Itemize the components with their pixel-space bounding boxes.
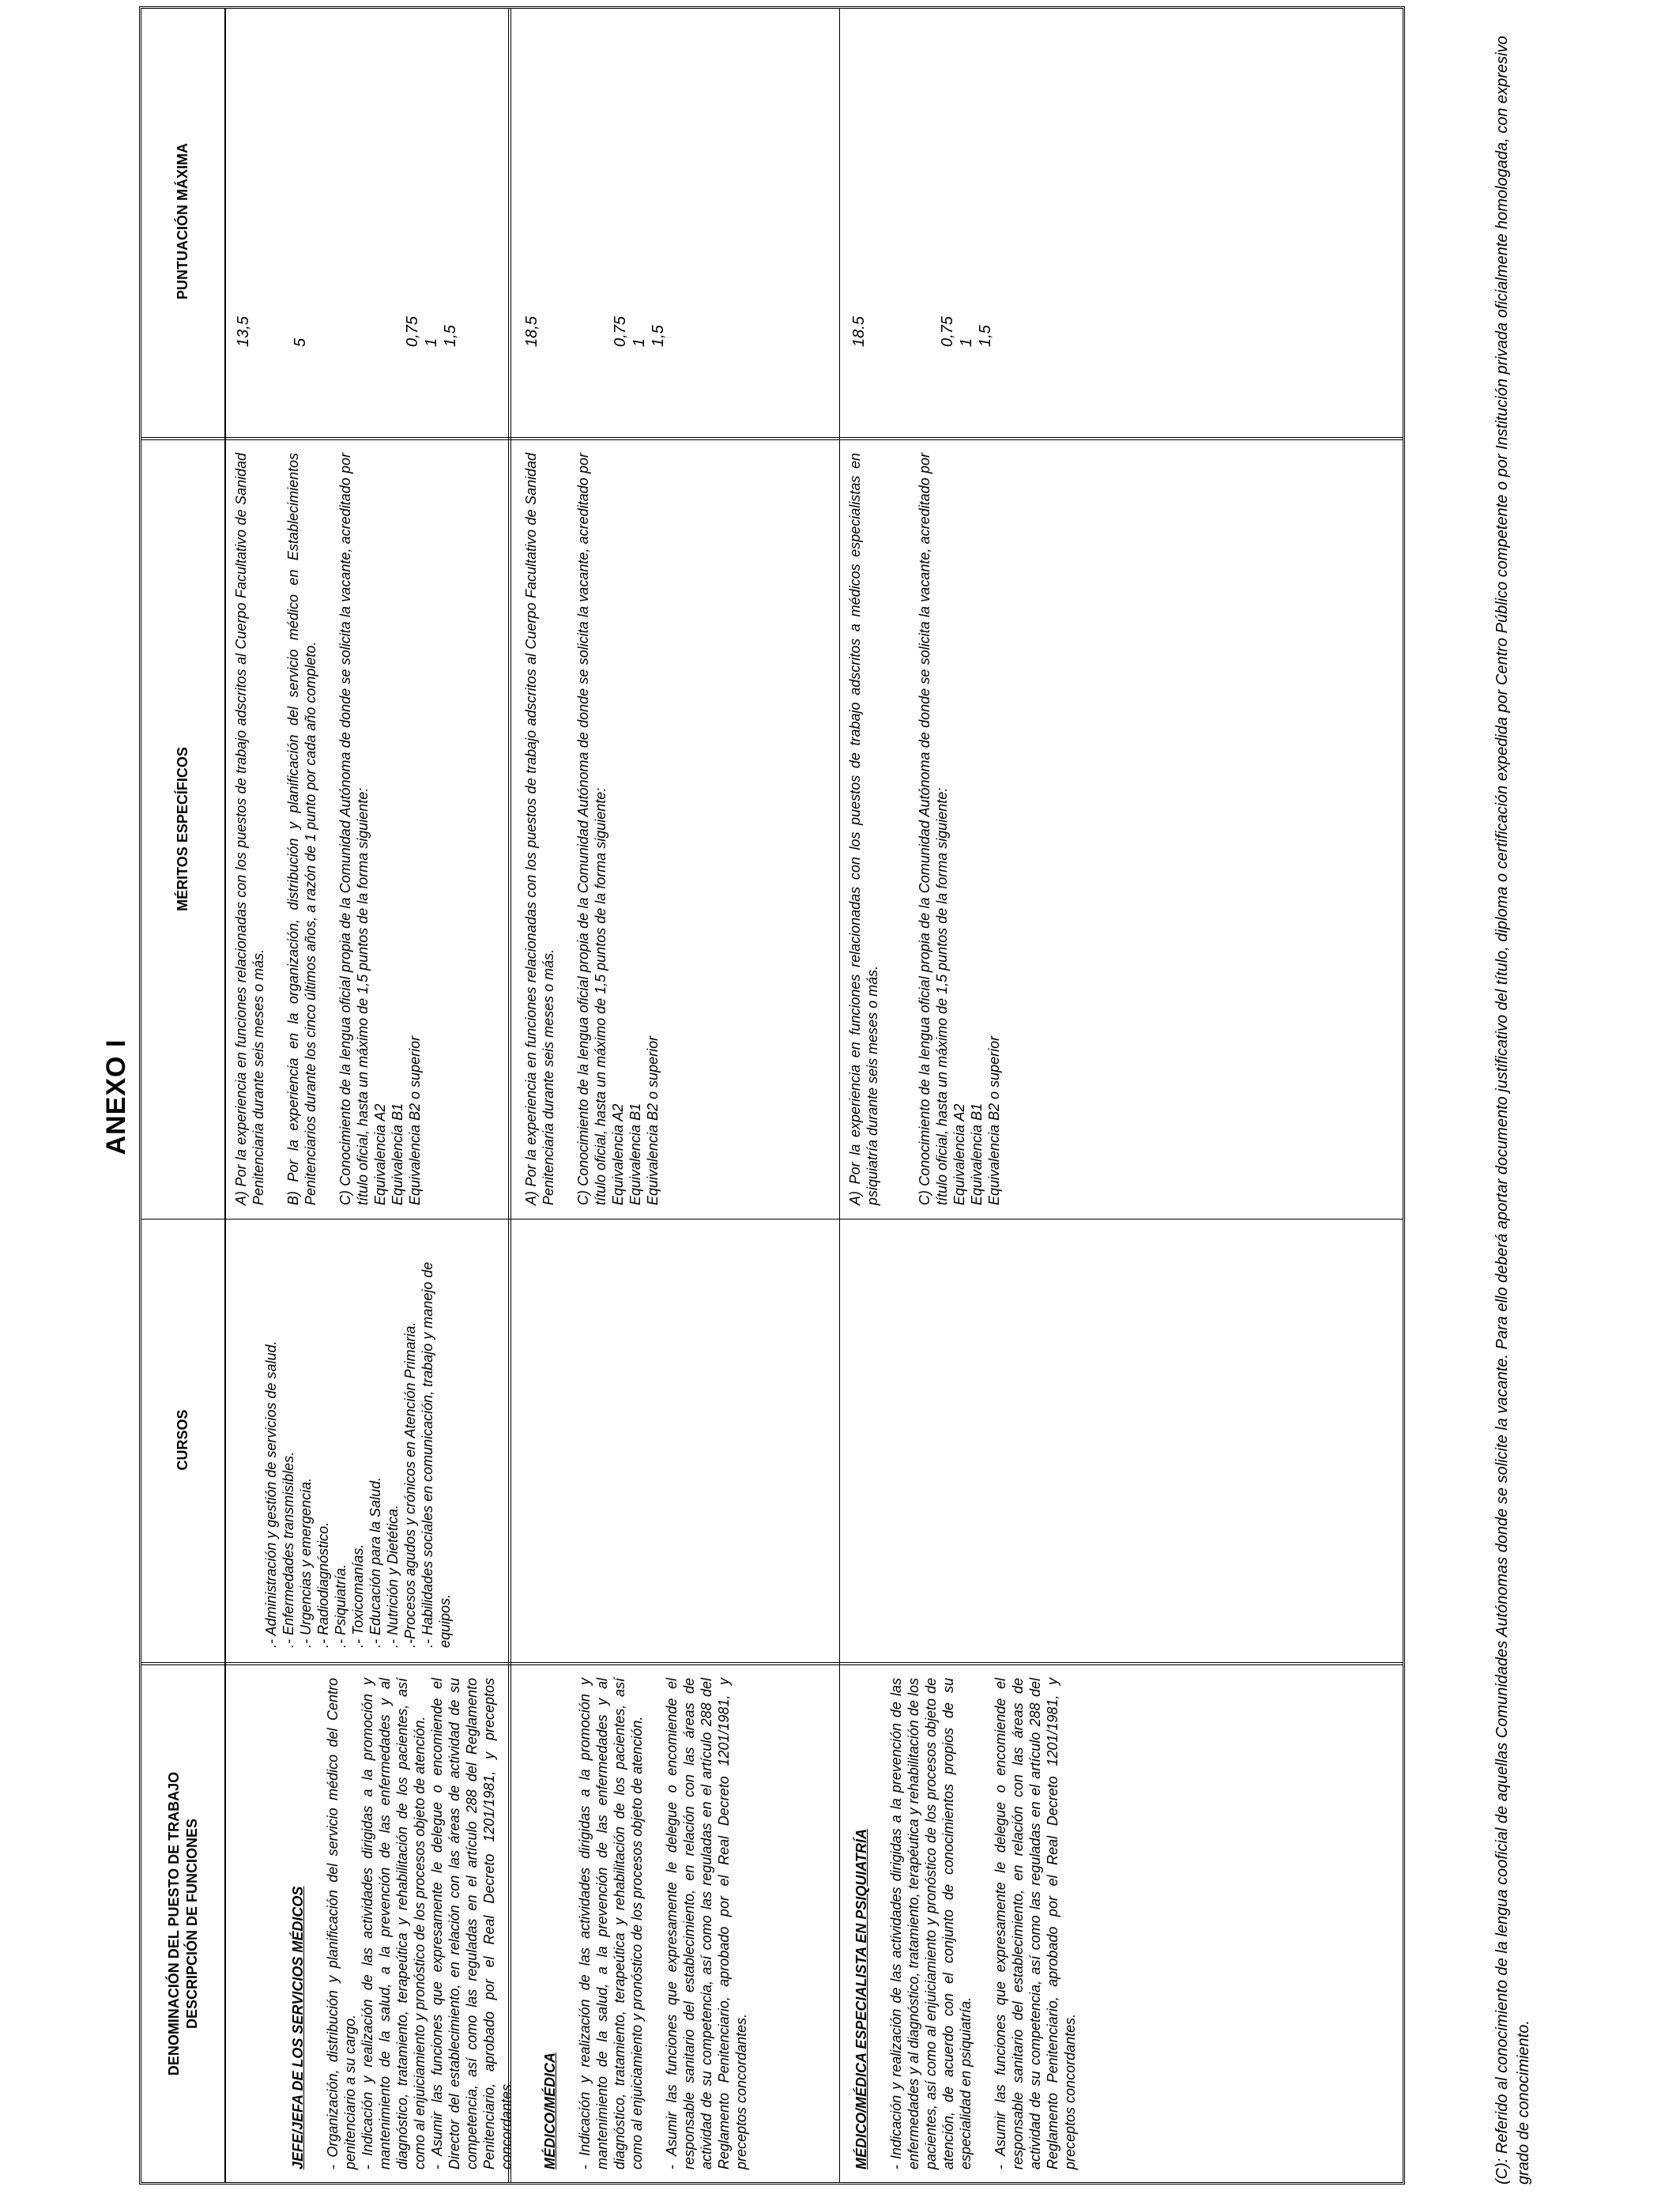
header-merits: MÉRITOS ESPECÍFICOS [175,747,191,911]
function-item: - Asumir las funciones que expresamente le delegue o encomiende el responsable sanitario del establecimiento, en relación con las áreas de actividad de su competencia, así como las reguladas en el artículo 288 del Reglamento Penitenciario, aprobado por el Real Decreto 1201/1981, y preceptos concordantes. [664,1678,749,2169]
function-item: - Indicación y realización de las actividades dirigidas a la promoción y mantenimiento de la salud, a la prevención de las enfermedades y al diagnóstico, tratamiento, terapeútica y rehabilitación de los pacientes, así como al enjuiciamiento y pronóstico de los procesos objeto de atención. [360,1678,428,2169]
score-cell [226,9,469,434]
score-value: 0,75 [404,316,421,347]
course-item: .- Toxicomanías. [350,1544,366,1648]
course-item: .- Psiquiatría. [333,1563,348,1648]
header-post: DENOMINACIÓN DEL PUESTO DE TRABAJO DESCRIPCIÓN DE FUNCIONES [166,1771,200,2076]
function-item: - Asumir las funciones que expresamente le delegue o encomiende el Director del establecimiento, en relación con las áreas de actividad de su competencia, así como las reguladas en el artículo 288 del Reglamento Penitenciario, aprobado por el Real Decreto 1201/1981, y preceptos concordantes. [429,1678,514,2169]
merit-a: A) Por la experiencia en funciones relacionadas con los puestos de trabajo adscritos al Cuerpo Facultativo de Sanidad Penitenciaria durante seis meses o más. [233,453,266,1205]
annex-table [139,6,1405,2185]
score-value: 0,75 [939,316,956,347]
score-value: 0,75 [612,316,629,347]
merit-a: A) Por la experiencia en funciones relacionadas con los puestos de trabajo adscritos a médicos especialistas en psiquiatría durante seis meses o más. [847,453,880,1205]
footnote: (C): Referido al conocimiento de la lengua cooficial de aquellas Comunidades Autónomas donde se solicite la vacante. Para ello deberá aportar documento justificativo del título, diploma o certificación expedida por Centro Público competente o por Institución privada oficialmente homologada, con expresivo grado de conocimiento. [1494,36,1532,2185]
score-cell [840,9,1004,434]
merit-level: Equivalencia A2 [372,1103,388,1205]
score-value: 18.5 [850,316,868,347]
course-item: .-Procesos agudos y crónicos en Atención Primaria. [402,1321,418,1648]
merit-a: A) Por la experiencia en funciones relacionadas con los puestos de trabajo adscritos al Cuerpo Facultativo de Sanidad Penitenciaria durante seis meses o más. [523,453,556,1205]
table-header [141,9,226,2182]
post-title: JEFE/JEFA DE LOS SERVICIOS MÉDICOS [290,1886,306,2169]
courses-cell [226,1220,463,1661]
post-cell [226,1665,525,2182]
merit-c: C) Conocimiento de la lengua oficial propia de la Comunidad Autónoma de donde se solicita la vacante, acreditado por título oficial, hasta un máximo de 1,5 puntos de la forma siguiente: [575,453,608,1205]
score-value: 5 [292,337,309,347]
post-cell [513,1665,759,2182]
course-item: .- Nutrición y Dietética. [385,1504,401,1648]
function-item: - Indicación y realización de las actividades dirigidas a la prevención de las enfermedades y al diagnóstico, tratamiento, terapéutica y rehabilitación de los pacientes, así como al enjuiciamiento y pronóstico de los procesos objeto de atención, de acuerdo con el conjunto de conocimientos propios de su especialidad en psiquiatría. [888,1678,974,2169]
courses-cell [840,1220,859,1661]
merits-cell [840,440,1012,1218]
merit-level: Equivalencia B2 o superior [986,1035,1002,1205]
merit-level: Equivalencia A2 [610,1103,626,1205]
score-value: 13,5 [235,316,252,347]
document-title: ANEXO I [101,1039,131,1155]
course-item: .- Urgencias y emergencia. [298,1477,314,1648]
course-item: .- Habilidades sociales en comunicación, trabajo y manejo de equipos. [420,1261,453,1648]
table-row [513,9,839,2182]
merit-level: Equivalencia B2 o superior [407,1035,423,1205]
score-cell [513,9,677,434]
score-value: 18,5 [523,316,541,347]
function-item: - Organización, distribución y planificación del servicio médico del Centro penitenciario a su cargo. [325,1678,358,2169]
header-score: PUNTUACIÓN MÁXIMA [175,143,191,300]
course-item: .- Educación para la Salud. [367,1476,383,1648]
function-item: - Asumir las funciones que expresamente le delegue o encomiende el responsable sanitario del establecimiento, en relación con las áreas de actividad de su competencia, así como las reguladas en el artículo 288 del Reglamento Penitenciario, aprobado por el Real Decreto 1201/1981, y preceptos concordantes. [993,1678,1078,2169]
score-value: 1,5 [442,325,459,347]
merits-cell [513,440,671,1218]
course-item: .- Administración y gestión de servicios de salud. [263,1340,279,1648]
function-item: - Indicación y realización de las actividades dirigidas a la promoción y mantenimiento de la salud, a la prevención de las enfermedades y al diagnóstico, tratamiento, terapeútica y rehabilitación de los pacientes, así como al enjuiciamiento y pronóstico de los procesos objeto de atención. [577,1678,645,2169]
merit-c: C) Conocimiento de la lengua oficial propia de la Comunidad Autónoma de donde se solicita la vacante, acreditado por título oficial, hasta un máximo de 1,5 puntos de la forma siguiente: [917,453,950,1205]
merit-level: Equivalencia B2 o superior [645,1035,661,1205]
course-item: .- Radiodiagnóstico. [315,1521,331,1648]
score-value: 1,5 [650,325,667,347]
merit-c: C) Conocimiento de la lengua oficial propia de la Comunidad Autónoma de donde se solicita la vacante, acreditado por título oficial, hasta un máximo de 1,5 puntos de la forma siguiente: [337,453,371,1205]
table-row [226,9,514,2182]
merits-cell [226,440,433,1218]
table-row [840,9,1403,2182]
post-cell [840,1665,1088,2182]
score-value: 1 [958,337,975,347]
courses-cell [513,1220,532,1661]
post-title: MÉDICO/MÉDICA [542,2053,558,2169]
merit-level: Equivalencia B1 [627,1103,643,1205]
merit-level: Equivalencia B1 [969,1103,985,1205]
merit-level: Equivalencia A2 [951,1103,967,1205]
merit-level: Equivalencia B1 [390,1103,405,1205]
score-value: 1,5 [977,325,994,347]
course-item: .- Enfermedades transmisibles. [281,1451,296,1648]
header-courses: CURSOS [175,1409,191,1471]
score-value: 1 [423,337,440,347]
post-title: MÉDICO/MÉDICA ESPECIALISTA EN PSIQUIATRÍA [853,1828,869,2169]
score-value: 1 [631,337,648,347]
merit-b: B) Por la experiencia en la organización, distribución y planificación del servicio médico en Establecimientos Penitenciarios durante los cinco últimos años, a razón de 1 punto por cada año completo. [285,453,318,1205]
